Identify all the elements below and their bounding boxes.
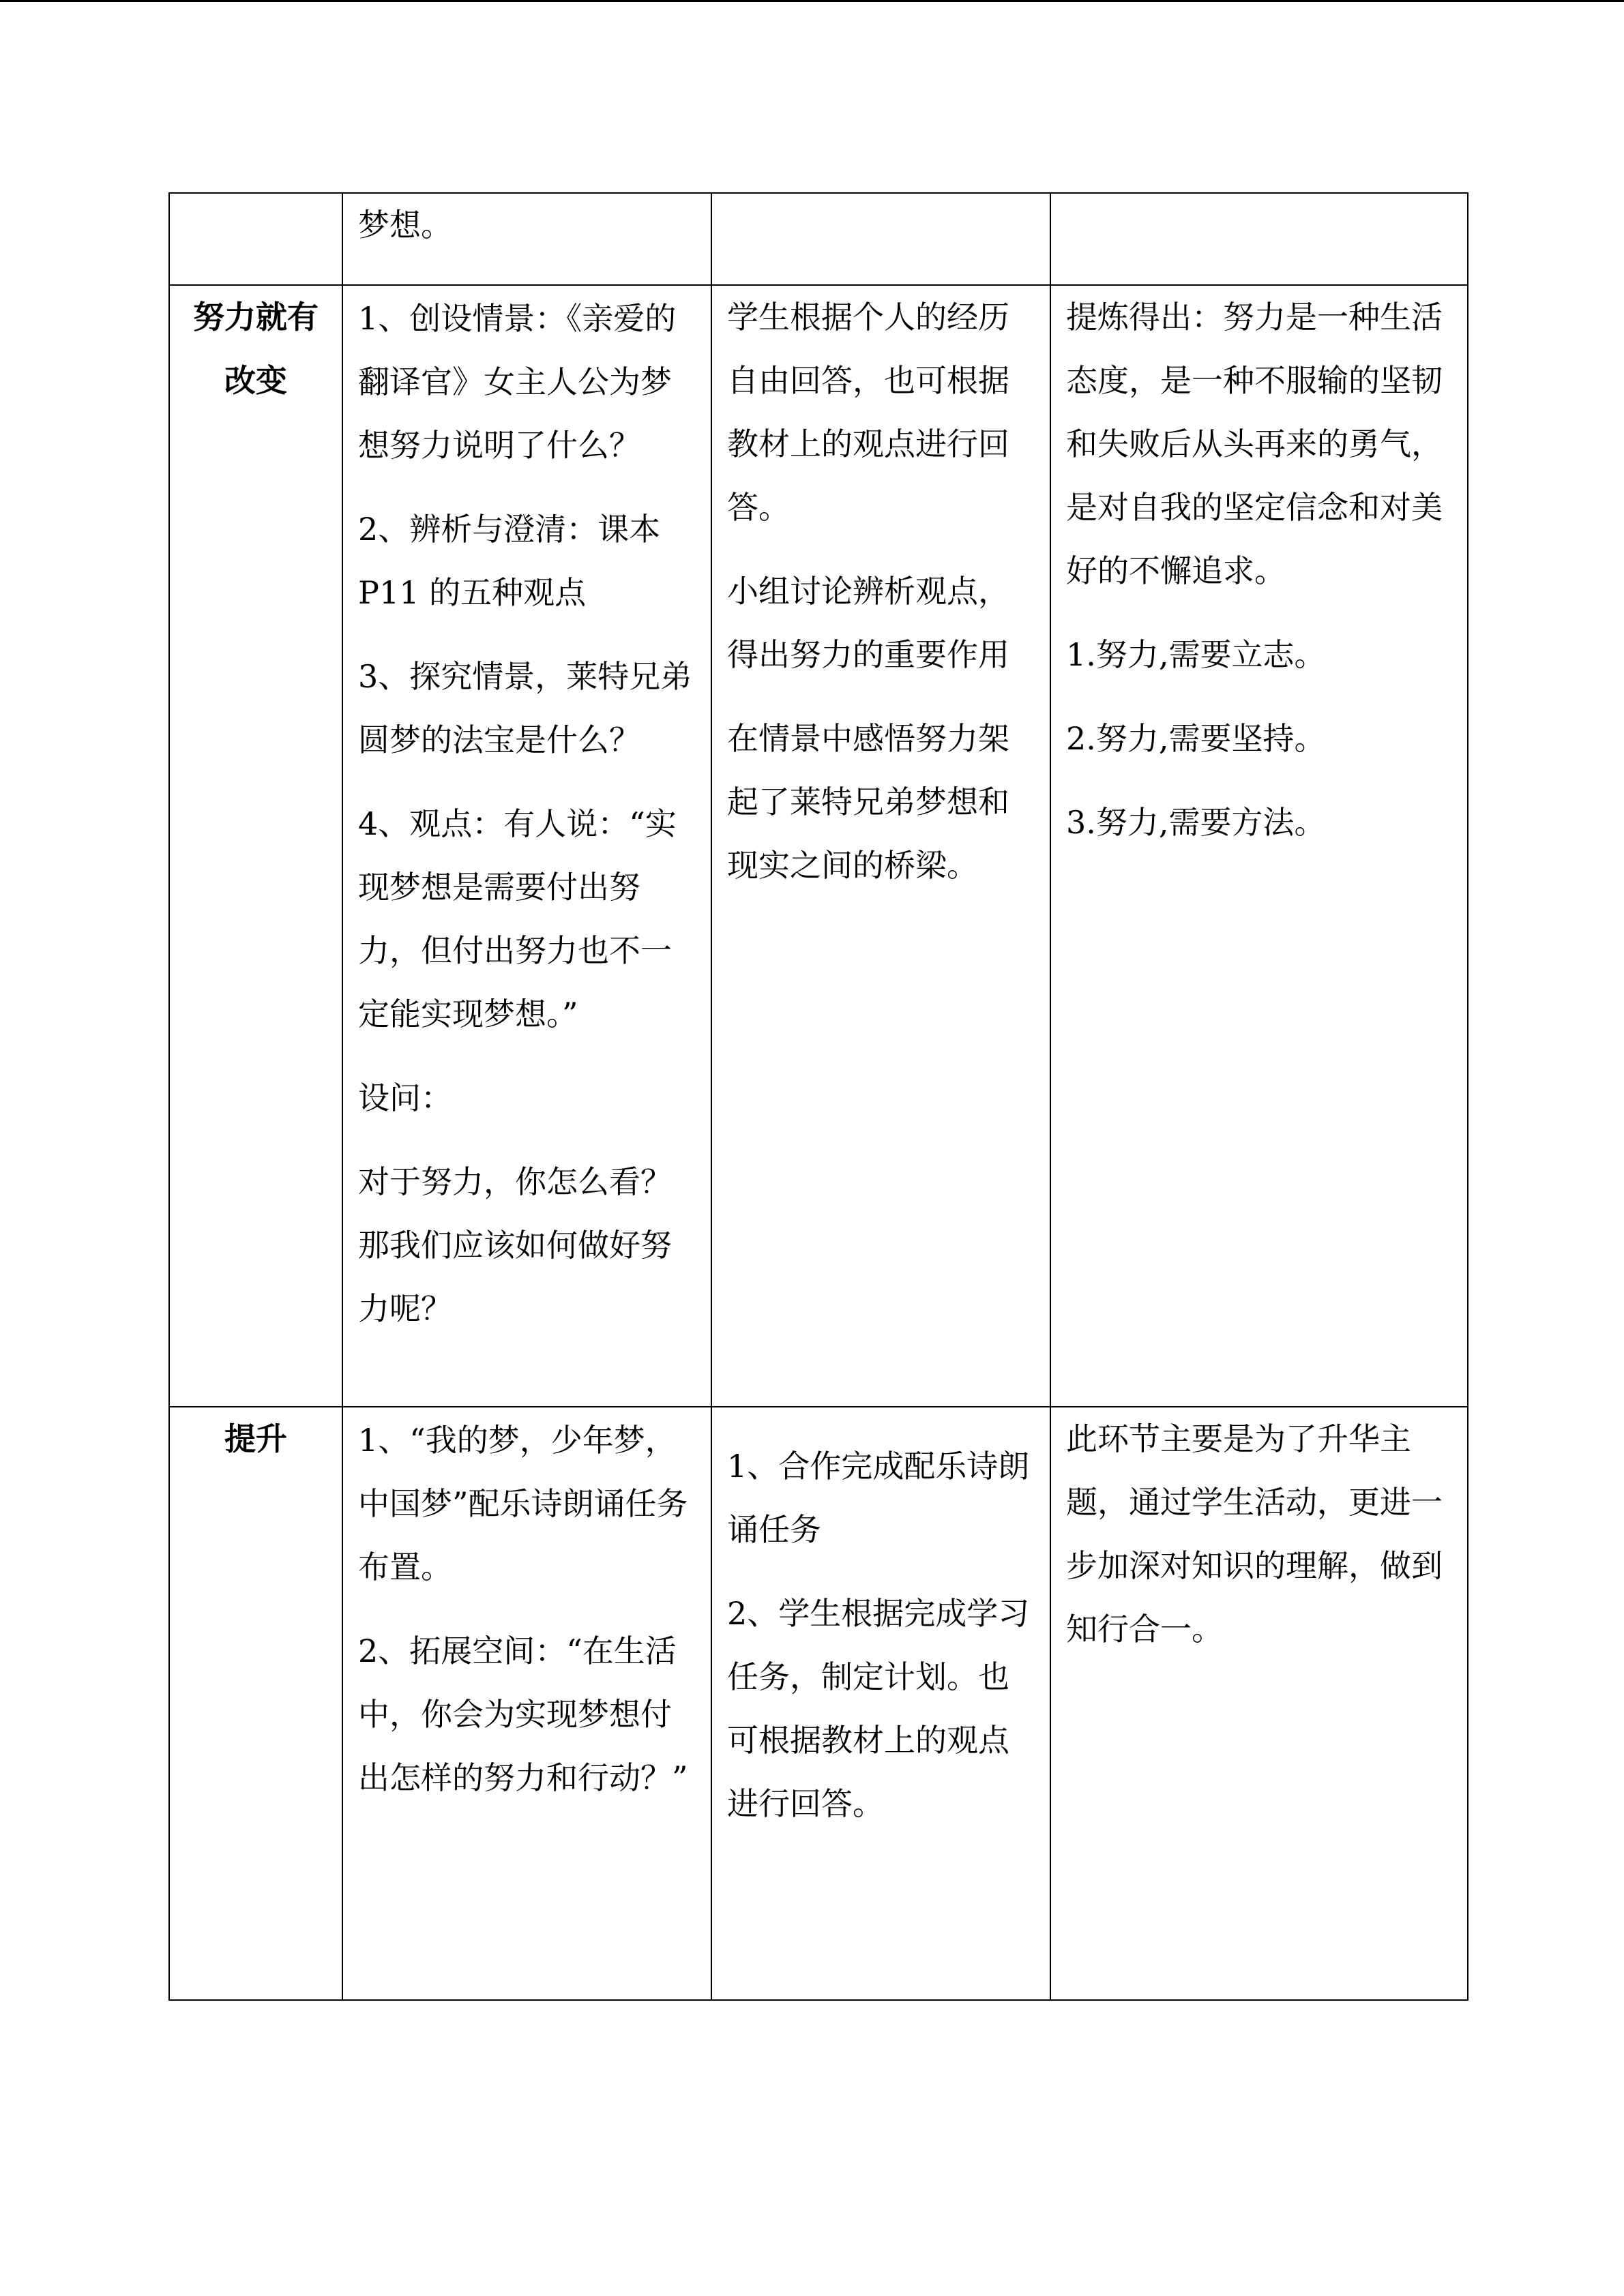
student-cell	[711, 285, 1050, 1407]
activity-text: 1、创设情景：《亲爱的翻译官》女主人公为梦想努力说明了什么？	[358, 300, 677, 464]
page-top-border	[0, 0, 1624, 2]
student-text: 2、学生根据完成学习任务，制定计划。也可根据教材上的观点进行回答。	[727, 1595, 1030, 1822]
activity-cell	[342, 1407, 711, 2000]
activity-text: 设问：	[358, 1079, 452, 1116]
activity-text: 4、观点：有人说：“实现梦想是需要付出努力，但付出努力也不一定能实现梦想。”	[358, 805, 677, 1032]
student-text: 学生根据个人的经历自由回答，也可根据教材上的观点进行回答。	[727, 299, 1009, 526]
activity-text: 2、拓展空间：“在生活中，你会为实现梦想付出怎样的努力和行动？”	[358, 1632, 688, 1796]
student-text: 在情景中感悟努力架起了莱特兄弟梦想和现实之间的桥梁。	[727, 720, 1009, 884]
student-text: 小组讨论辨析观点，得出努力的重要作用	[727, 573, 1009, 673]
table-row	[169, 285, 1468, 1407]
stage-cell: 提升	[169, 1407, 342, 2000]
design-text: 1.努力,需要立志。	[1066, 636, 1326, 673]
activity-text: 对于努力，你怎么看？那我们应该如何做好努力呢？	[358, 1163, 672, 1327]
design-cell	[1050, 285, 1468, 1407]
student-text: 1、合作完成配乐诗朗诵任务	[727, 1448, 1030, 1548]
lesson-plan-table	[168, 192, 1468, 2001]
student-cell	[711, 193, 1050, 285]
table-row	[169, 1407, 1468, 2000]
activity-cell	[342, 193, 711, 285]
design-text: 3.努力,需要方法。	[1066, 804, 1326, 841]
activity-text: 1、“我的梦，少年梦，中国梦”配乐诗朗诵任务布置。	[358, 1422, 688, 1585]
design-cell	[1050, 1407, 1468, 2000]
activity-text: 梦想。	[358, 207, 452, 243]
design-text: 提炼得出：努力是一种生活态度，是一种不服输的坚韧和失败后从头再来的勇气，是对自我的坚定信念和对美好的不懈追求。	[1066, 299, 1443, 589]
stage-cell	[169, 193, 342, 285]
design-cell	[1050, 193, 1468, 285]
activity-cell	[342, 285, 711, 1407]
student-cell	[711, 1407, 1050, 2000]
activity-text: 2、辨析与澄清：课本P11 的五种观点	[358, 511, 661, 611]
stage-cell: 努力就有改变	[169, 285, 342, 1407]
activity-text: 3、探究情景，莱特兄弟圆梦的法宝是什么？	[358, 658, 692, 758]
table-row	[169, 193, 1468, 285]
design-text: 2.努力,需要坚持。	[1066, 720, 1326, 757]
design-text: 此环节主要是为了升华主题，通过学生活动，更进一步加深对知识的理解，做到知行合一。	[1066, 1420, 1443, 1648]
